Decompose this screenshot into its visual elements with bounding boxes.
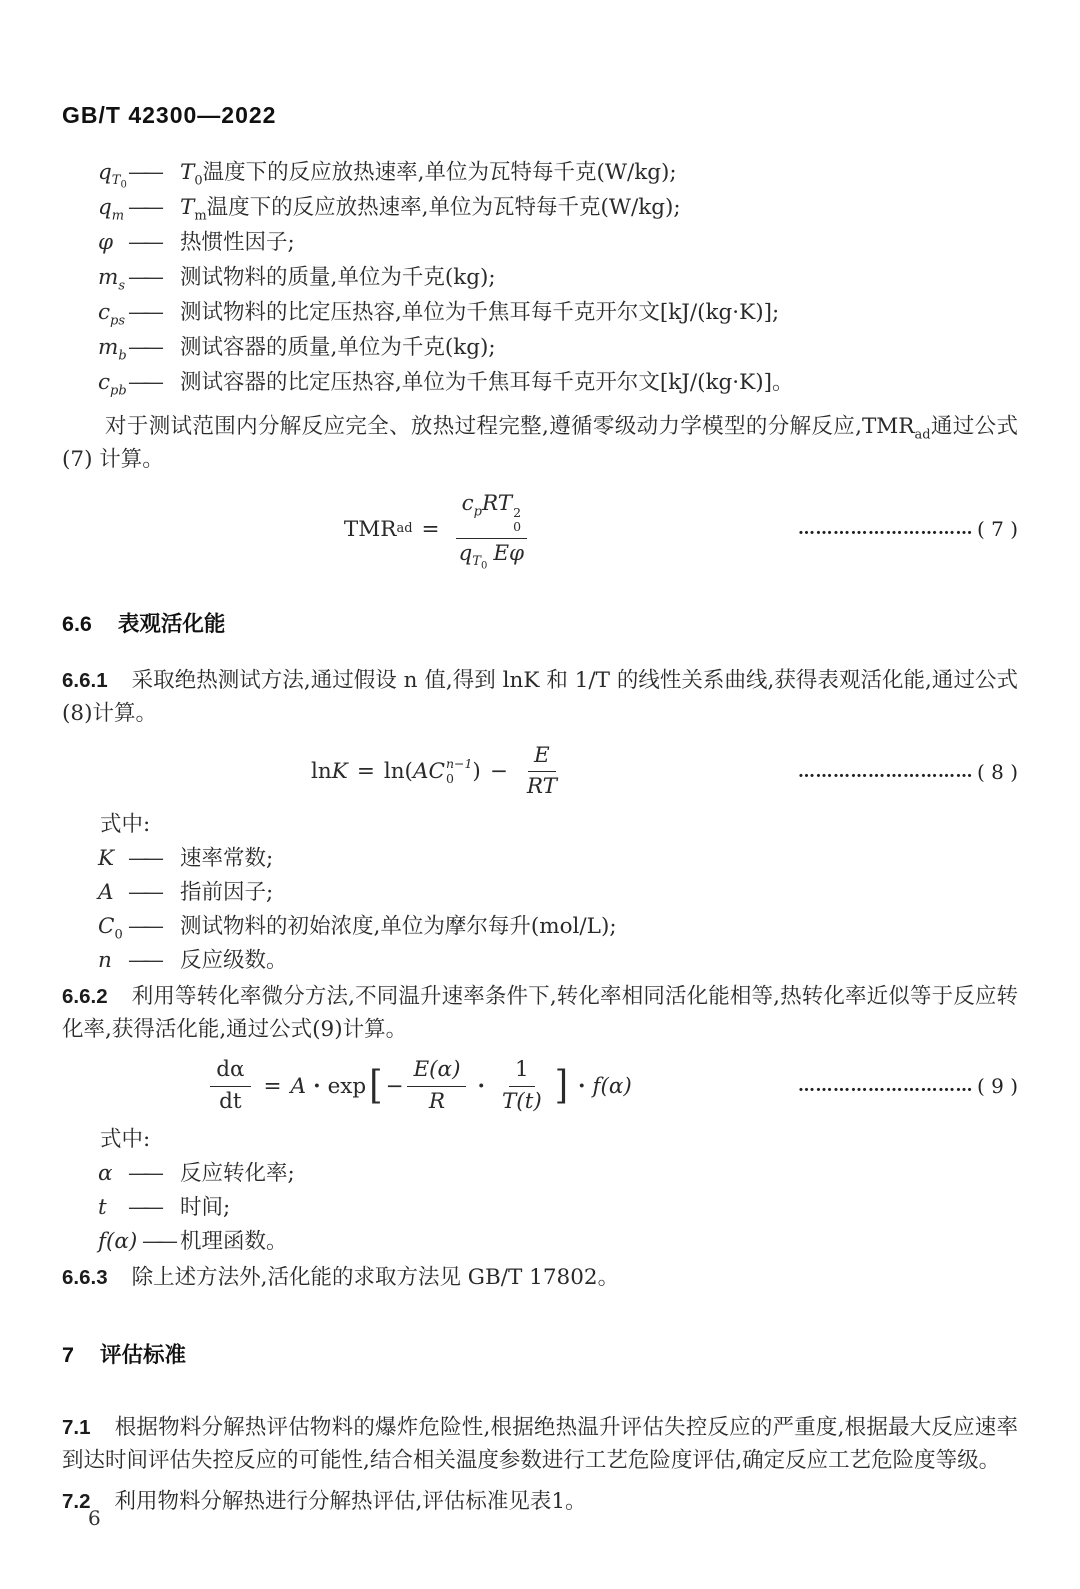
clause-6-6-3: 6.6.3 除上述方法外,活化能的求取方法见 GB/T 17802。 xyxy=(62,1264,620,1290)
symbol-row-ms xyxy=(98,260,1018,295)
dash: —— xyxy=(128,846,157,872)
dash: —— xyxy=(128,335,157,360)
dash: —— xyxy=(128,1194,157,1220)
definition-text: 指前因子; xyxy=(180,880,274,906)
multiply-dot: · xyxy=(313,1073,321,1099)
symbol-row-phi xyxy=(98,225,1018,260)
dash: —— xyxy=(128,948,157,974)
symbol: $C_0$ xyxy=(98,914,123,943)
formula-8-equation: ln K = ln( AC n−1 0 ) − $\frac{E}{RT}$ xyxy=(62,744,756,800)
symbol-row-mb xyxy=(98,330,1018,365)
symbol: $c_{pb}$ xyxy=(98,370,127,399)
multiply-dot: · xyxy=(578,1073,586,1099)
equals-sign: = xyxy=(263,1073,282,1099)
section-7-heading xyxy=(62,1338,1018,1369)
page-number: 6 xyxy=(88,1506,101,1530)
section-title: 表观活化能 xyxy=(117,611,226,636)
definition-text: 测试物料的质量,单位为千克(kg); xyxy=(180,265,496,290)
right-bracket: ] xyxy=(554,1063,568,1110)
formula-7-leader xyxy=(756,517,1018,541)
symbol: $m_s$ xyxy=(98,265,126,294)
where-label: 式中: xyxy=(100,812,151,838)
formula-9-symbol-list xyxy=(62,1157,1018,1259)
dash: —— xyxy=(128,1160,157,1186)
fraction: $\frac{d\alpha}{dt}$ xyxy=(210,1058,250,1114)
fraction: $\frac{E}{RT}$ xyxy=(526,742,557,800)
definition-text: 反应转化率; xyxy=(180,1160,295,1186)
clause-7-2: 7.2 利用物料分解热进行分解热评估,评估标准见表1。 xyxy=(62,1488,587,1514)
dotted-leader: ………………………… xyxy=(797,761,973,782)
dash: —— xyxy=(128,265,157,290)
symbol-row-K xyxy=(98,842,1018,876)
paragraph-tmr-intro: 对于测试范围内分解反应完全、放热过程完整,遵循零级动力学模型的分解反应$,TMR_{ad}$通过公式(7) 计算。 xyxy=(62,414,1018,472)
definition-text: 反应级数。 xyxy=(180,948,288,974)
dash: —— xyxy=(128,195,157,220)
symbol: K xyxy=(98,846,115,872)
formula-7 xyxy=(62,491,1018,572)
equals-sign: = xyxy=(421,516,440,542)
symbol-row-qm xyxy=(98,190,1018,225)
definition-text: 时间; xyxy=(180,1194,231,1220)
fraction: $c_pRT$ 2 0 $q_{T_0}E\varphi$ xyxy=(453,492,531,567)
section-title: 评估标准 xyxy=(99,1342,186,1367)
multiply-dot: · xyxy=(477,1073,485,1099)
definition-text: 测试容器的质量,单位为千克(kg); xyxy=(180,335,496,360)
formula-8 xyxy=(62,744,1018,800)
symbol-row-A xyxy=(98,876,1018,910)
clause-6-6-2: 6.6.2 利用等转化率微分方法,不同温升速率条件下,转化率相同活化能相等,热转化率近似等于反应转化率,获得活化能,通过公式(9)计算。 xyxy=(62,984,1018,1043)
dash: —— xyxy=(128,914,157,940)
dotted-leader: ………………………… xyxy=(797,1076,973,1097)
symbol-row-cpb xyxy=(98,365,1018,400)
definition-text: 速率常数; xyxy=(180,846,274,872)
symbol: $c_{ps}$ xyxy=(98,300,126,329)
symbol-row-C0 xyxy=(98,910,1018,944)
equals-sign: = xyxy=(356,759,375,785)
symbol-row-qT0 xyxy=(98,155,1018,190)
definition-text: 测试容器的比定压热容,单位为千焦耳每千克开尔文[kJ/(kg·K)]。 xyxy=(180,370,794,395)
formula-9-equation: $\frac{d\alpha}{dt}$ = A · exp [ − $\frac{E(\alpha)}{R}$ · $\frac{1}{T(t)}$ ] · f(α) xyxy=(62,1058,756,1114)
formula-8-leader xyxy=(756,760,1018,784)
formula-9 xyxy=(62,1058,1018,1114)
definition-text: $T_m$温度下的反应放热速率,单位为瓦特每千克(W/kg); xyxy=(180,195,681,224)
minus-sign: − xyxy=(489,759,508,785)
section-6-6-heading xyxy=(62,607,1018,638)
symbol: $q_m$ xyxy=(98,195,125,224)
symbol: $m_b$ xyxy=(98,335,127,364)
standard-number: GB/T 42300—2022 xyxy=(62,102,277,128)
symbol-definition-list xyxy=(62,155,1018,400)
symbol-row-t xyxy=(98,1191,1018,1225)
symbol: n xyxy=(98,948,112,974)
minus-sign: − xyxy=(385,1073,404,1099)
clause-7-1: 7.1 根据物料分解热评估物料的爆炸危险性,根据绝热温升评估失控反应的严重度,根据最大反应速率到达时间评估失控反应的可能性,结合相关温度参数进行工艺危险度评估,确定反应工艺危险度等级。 xyxy=(62,1414,1018,1473)
symbol: A xyxy=(98,880,114,906)
formula-number: ( 8 ) xyxy=(976,759,1018,784)
symbol: φ xyxy=(98,230,114,255)
formula-9-leader xyxy=(756,1074,1018,1098)
left-bracket: [ xyxy=(369,1063,383,1110)
formula-number: ( 7 ) xyxy=(976,517,1018,542)
fraction: $\frac{1}{T(t)}$ xyxy=(501,1057,542,1114)
formula-8-symbol-list xyxy=(62,842,1018,978)
dash: —— xyxy=(128,230,157,255)
dash: —— xyxy=(128,160,157,185)
clause-6-6-1: 6.6.1 采取绝热测试方法,通过假设 n 值,得到 lnK 和 1/T 的线性关系曲线,获得表观活化能,通过公式(8)计算。 xyxy=(62,667,1018,726)
tmr-label: TMR xyxy=(343,516,397,542)
symbol-row-cps xyxy=(98,295,1018,330)
definition-text: 机理函数。 xyxy=(180,1228,288,1254)
definition-text: 测试物料的初始浓度,单位为摩尔每升(mol/L); xyxy=(180,914,617,940)
symbol: α xyxy=(98,1160,113,1186)
symbol: t xyxy=(98,1194,107,1220)
definition-text: $T_0$温度下的反应放热速率,单位为瓦特每千克(W/kg); xyxy=(180,160,677,189)
dash: —— xyxy=(128,880,157,906)
dash: —— xyxy=(128,300,157,325)
section-number: 6.6 xyxy=(62,611,92,636)
formula-7-equation: TMR ad = $c_pRT$ 2 0 $q_{T_0}E\varphi$ xyxy=(62,492,756,567)
symbol: f(α) xyxy=(98,1228,138,1254)
symbol-row-alpha xyxy=(98,1157,1018,1191)
dash: —— xyxy=(128,370,157,395)
dash: —— xyxy=(142,1228,171,1254)
definition-text: 测试物料的比定压热容,单位为千焦耳每千克开尔文[kJ/(kg·K)]; xyxy=(180,300,780,325)
where-label: 式中: xyxy=(100,1126,151,1152)
section-number: 7 xyxy=(62,1342,74,1367)
symbol-row-n xyxy=(98,944,1018,978)
formula-number: ( 9 ) xyxy=(976,1074,1018,1099)
fraction: $\frac{E(\alpha)}{R}$ xyxy=(407,1058,466,1114)
dotted-leader: ………………………… xyxy=(797,519,973,540)
symbol: $q_{T_0}$ xyxy=(98,160,127,191)
symbol-row-f-alpha xyxy=(98,1225,1018,1259)
definition-text: 热惯性因子; xyxy=(180,230,295,255)
